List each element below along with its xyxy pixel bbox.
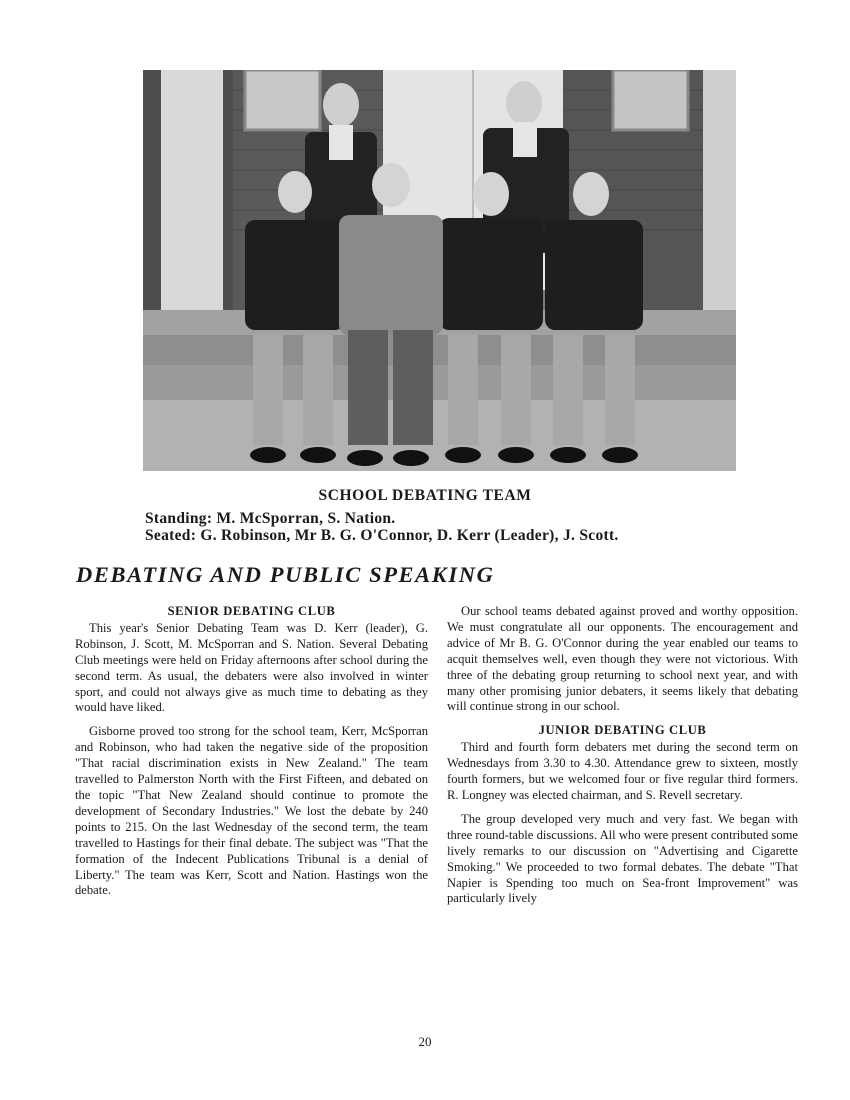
- caption-standing: Standing: M. McSporran, S. Nation.: [145, 510, 396, 527]
- photo-caption-title: SCHOOL DEBATING TEAM: [318, 487, 532, 504]
- left-column: [75, 604, 428, 907]
- junior-paragraph-1: Third and fourth form debaters met during the second term on Wednesdays from 3.30 to 4.30. Attendance grew to sixteen, mostly fourth formers, but we welcomed four or five regular third formers. R. Longney was elected chairman, and S. Revell secretary.: [447, 740, 798, 802]
- junior-club-heading: JUNIOR DEBATING CLUB: [538, 723, 707, 738]
- page-number: 20: [418, 1034, 432, 1049]
- caption-seated: Seated: G. Robinson, Mr B. G. O'Connor, D. Kerr (Leader), J. Scott.: [145, 527, 619, 544]
- section-title: DEBATING AND PUBLIC SPEAKING: [76, 562, 495, 587]
- right-column: [447, 604, 798, 915]
- senior-club-heading: SENIOR DEBATING CLUB: [167, 604, 336, 618]
- team-photograph: [143, 70, 736, 471]
- senior-paragraph-1: This year's Senior Debating Team was D. Kerr (leader), G. Robinson, J. Scott, M. McSporran and S. Nation. Several Debating Club meetings were held on Friday afternoons after school during the second term. As usual, the debaters were also involved in winter sport, and could not always give as much time to debating as they would have liked.: [75, 620, 428, 715]
- junior-paragraph-2: The group developed very much and very fast. We began with three round-table discussions. All who were present contributed some lively remarks to our discussion on "Advertising and Cigarette Smoking." We proceeded to two formal debates. The debate "That Napier is Spending too much on Sea-front Improvement" was particularly lively: [447, 811, 798, 906]
- senior-paragraph-2: Gisborne proved too strong for the school team, Kerr, McSporran and Robinson, who had taken the negative side of the proposition "That racial discrimination exists in New Zealand." The team travelled to Palmerston North with the First Fifteen, and debated on the topic "That New Zealand should continue to promote the development of Secondary Industries." We lost the debate by 240 points to 215. On the last Wednesday of the second term, the team travelled to Hastings for their final debate. The subject was "That the formation of the Indecent Publications Tribunal is a denial of Liberty." The team was Kerr, Scott and Nation. Hastings won the debate.: [75, 724, 428, 898]
- teams-paragraph: Our school teams debated against proved and worthy opposition. We must congratulate all our opponents. The encouragement and advice of Mr B. G. O'Connor during the year enabled our teams to acquit themselves well, even though they were not victorious. With three of the debating group returning to school next year, and with many other promising junior debaters, it seems likely that debating will continue strong in our school.: [447, 604, 798, 714]
